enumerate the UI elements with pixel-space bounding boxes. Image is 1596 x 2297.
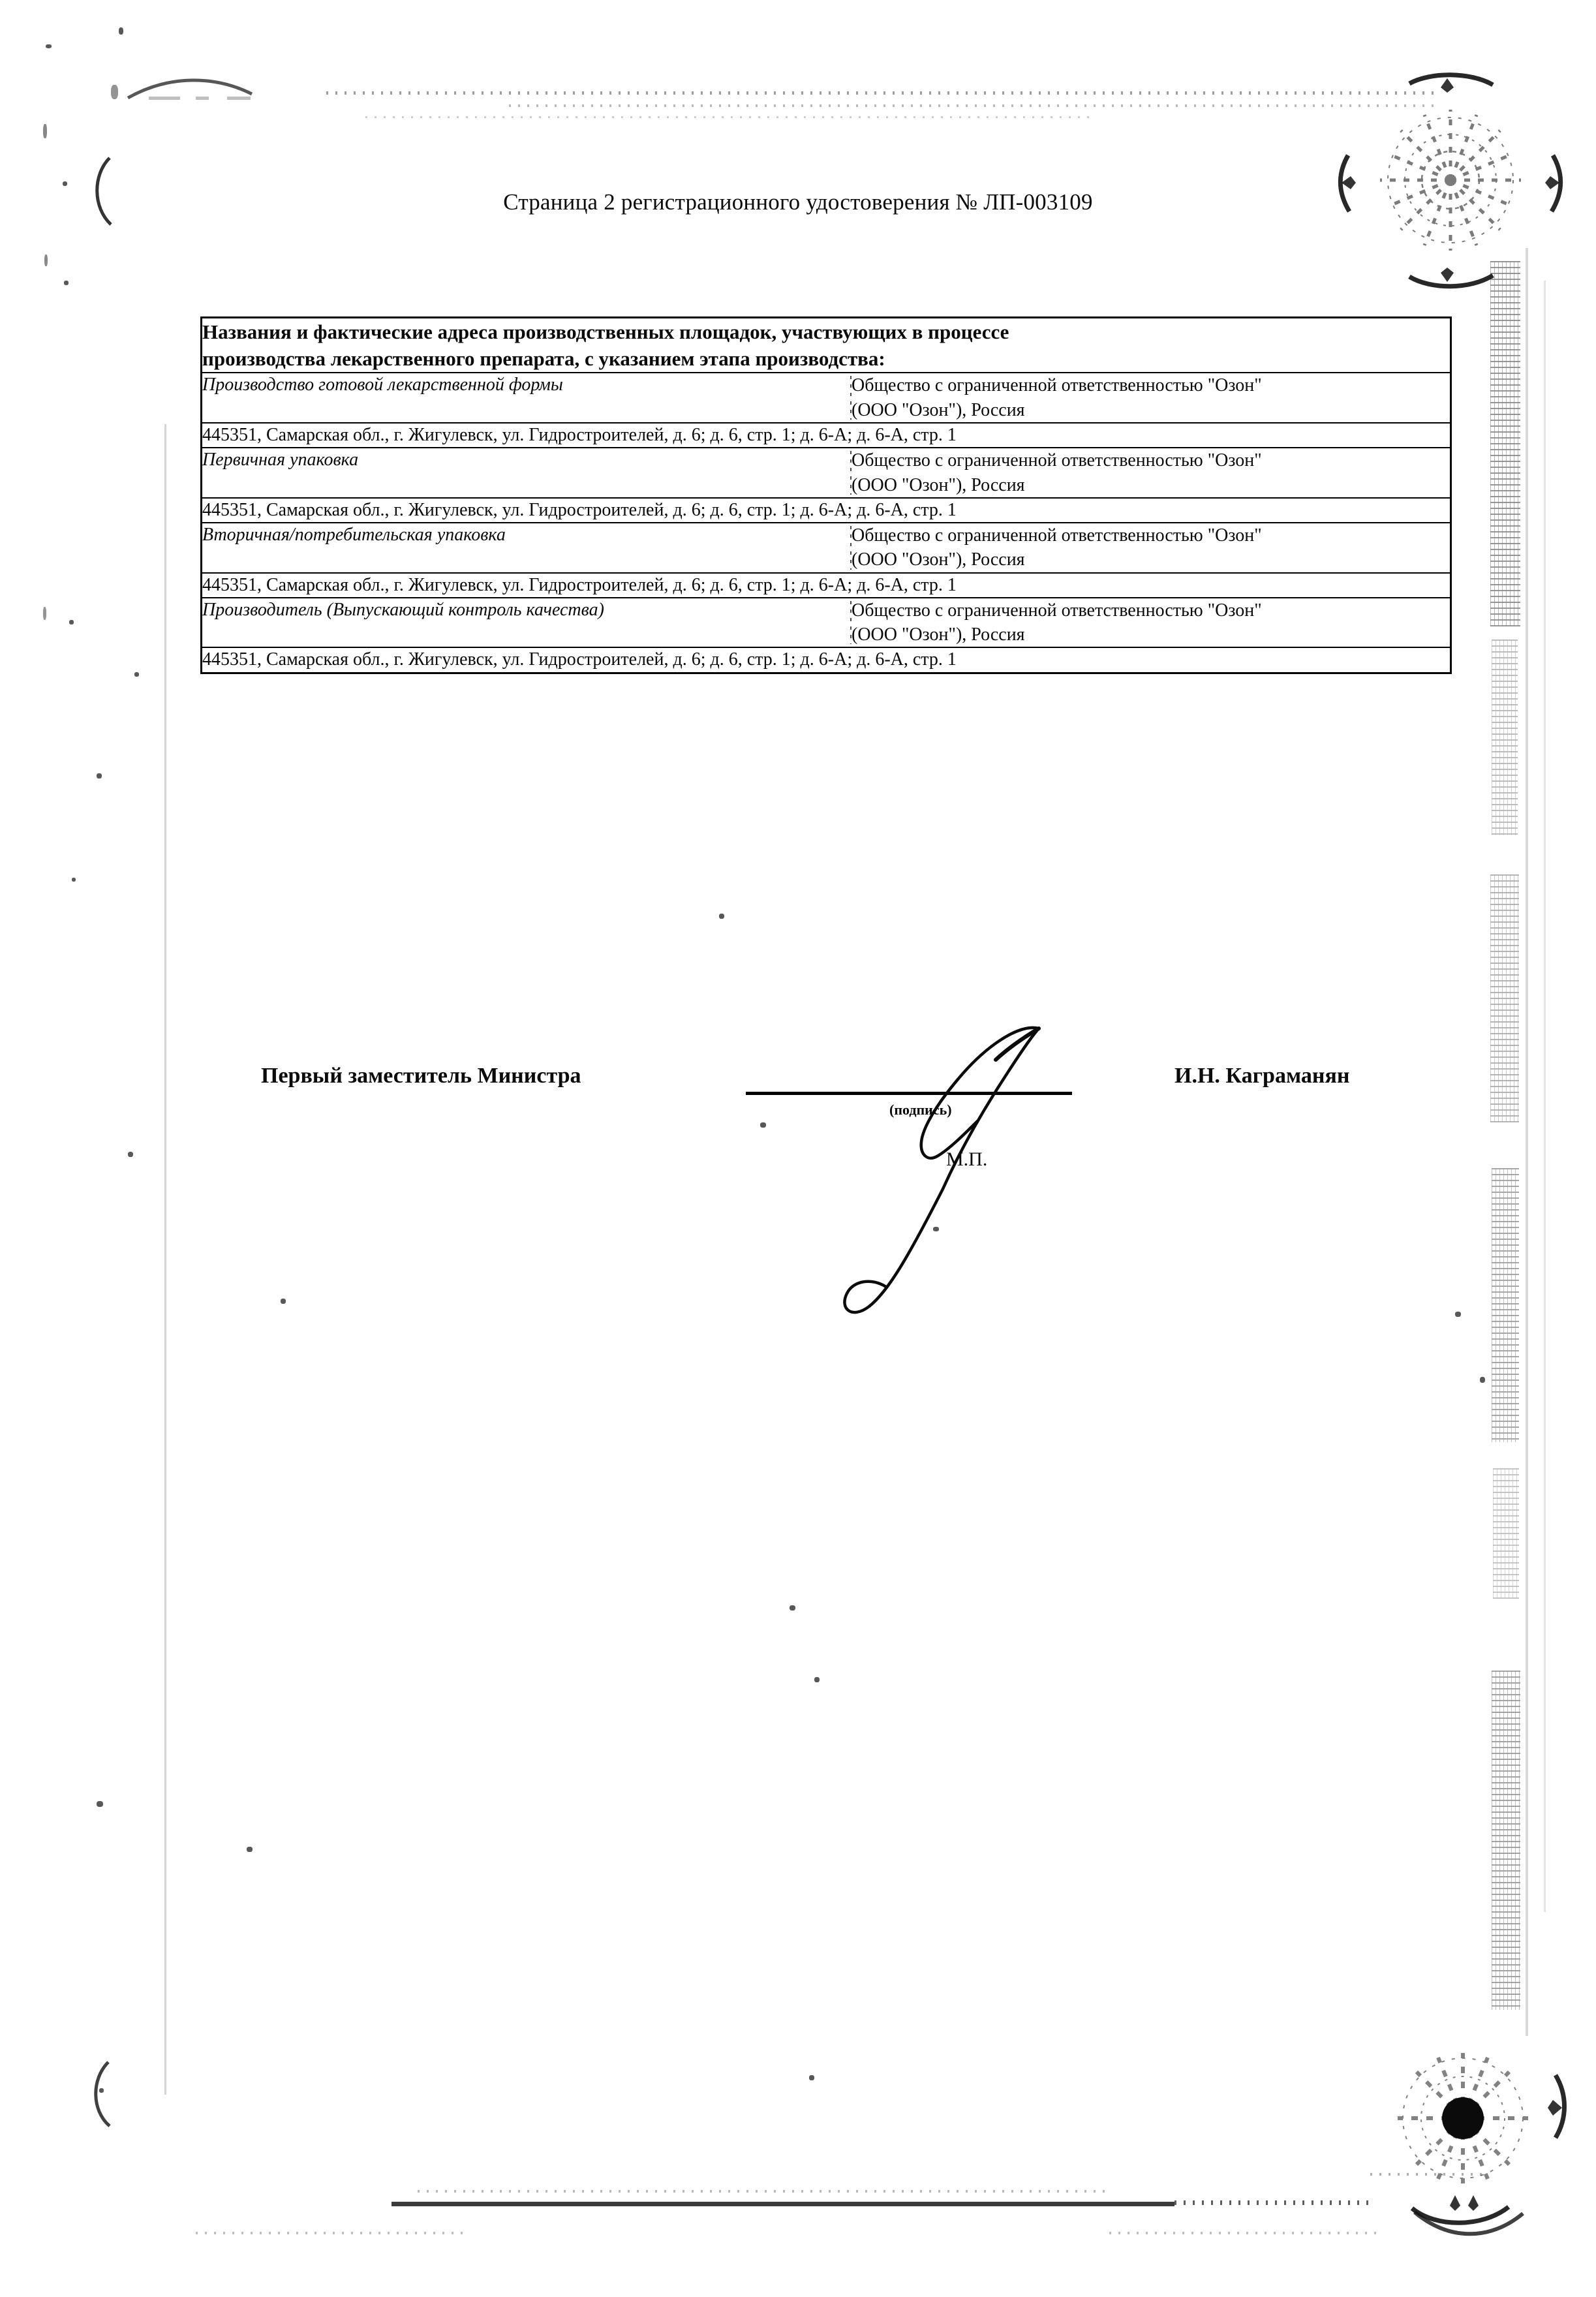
scan-artifact-top-band-2 [509,104,1435,107]
scan-speck [111,85,118,99]
scan-speck [814,1677,820,1682]
table-row [202,523,1451,572]
scan-artifact-bottom-band [1174,2200,1370,2205]
signer-role: Первый заместитель Министра [261,1064,581,1088]
organization-cell [852,448,1451,497]
seal-note: М.П. [946,1148,988,1170]
table-row [202,448,1451,497]
organization-line-1: Общество с ограниченной ответственностью "Озон" [852,450,1262,471]
handwritten-signature-icon [809,920,1083,1325]
scan-artifact-bottom-arc [1409,2206,1527,2245]
scan-speck [44,254,48,266]
address-cell: 445351, Самарская обл., г. Жигулевск, ул. Гидростроителей, д. 6; д. 6, стр. 1; д. 6-А; д. 6-А, стр. 1 [202,573,1451,598]
scan-speck [790,1605,795,1611]
signer-name: И.Н. Каграманян [1174,1064,1350,1088]
organization-cell [852,373,1451,422]
scan-speck [72,878,76,882]
scan-artifact-bottom-band-2 [418,2190,1109,2193]
scan-artifact-right-noise [1492,1671,1520,2010]
scan-artifact-bottom-band-4 [196,2232,470,2234]
organization-line-1: Общество с ограниченной ответственностью "Озон" [852,375,1262,396]
table-address-row [202,423,1451,448]
scan-artifact-right-noise [1490,261,1520,626]
organization-cell [852,598,1451,647]
scan-speck [809,2075,814,2080]
scan-speck [69,620,74,624]
holographic-seal-icon [1352,2002,1574,2237]
scan-speck [97,773,102,779]
seal-hub [1442,2097,1484,2139]
scan-speck [64,281,69,285]
table-address-row [202,573,1451,598]
scan-artifact-bottom-band-5 [1109,2232,1383,2234]
table-row [202,598,1451,647]
scan-artifact-bottom-band-3 [1370,2173,1488,2176]
signature-rule [746,1092,1072,1095]
scan-speck [43,607,46,620]
signature-caption: (подпись) [889,1102,952,1118]
stage-cell: Первичная упаковка [202,448,852,497]
scan-artifact-arc [124,72,254,104]
scan-artifact-top-band [326,91,1435,95]
scan-speck [134,672,139,677]
scan-speck [1480,1377,1485,1383]
organization-line-1: Общество с ограниченной ответственностью "Озон" [852,525,1262,546]
table-address-row [202,498,1451,523]
scan-artifact-right-noise [1492,640,1518,835]
signature-block [0,1044,1596,1318]
organization-line-1: Общество с ограниченной ответственностью "Озон" [852,600,1262,621]
stage-cell: Вторичная/потребительская упаковка [202,523,852,572]
address-cell: 445351, Самарская обл., г. Жигулевск, ул. Гидростроителей, д. 6; д. 6, стр. 1; д. 6-А; д. 6-А, стр. 1 [202,498,1451,523]
address-cell: 445351, Самарская обл., г. Жигулевск, ул. Гидростроителей, д. 6; д. 6, стр. 1; д. 6-А; д. 6-А, стр. 1 [202,423,1451,448]
organization-line-2: (ООО "Озон"), Россия [852,549,1025,570]
scan-speck [63,181,67,186]
organization-cell [852,523,1451,572]
table-address-row [202,647,1451,673]
organization-line-2: (ООО "Озон"), Россия [852,399,1025,420]
scan-speck [43,124,47,138]
scan-speck [97,1801,103,1807]
scan-speck [247,1847,253,1852]
stage-cell: Производитель (Выпускающий контроль качества) [202,598,852,647]
scan-artifact-right-noise [1493,1468,1519,1599]
scan-speck [719,914,724,919]
manufacturing-sites-table [200,316,1452,674]
scan-artifact-bottom-rule [391,2202,1174,2206]
address-cell: 445351, Самарская обл., г. Жигулевск, ул. Гидростроителей, д. 6; д. 6, стр. 1; д. 6-А; д. 6-А, стр. 1 [202,647,1451,673]
organization-line-2: (ООО "Озон"), Россия [852,624,1025,645]
stage-cell: Производство готовой лекарственной формы [202,373,852,422]
scan-artifact-top-band-3 [365,116,1096,118]
scan-speck [119,27,123,35]
table-header-line-1: Названия и фактические адреса производственных площадок, участвующих в процессе [202,320,1009,343]
table-header-row [202,318,1451,373]
table-header-line-2: производства лекарственного препарата, с указанием этапа производства: [202,347,885,371]
page-title: Страница 2 регистрационного удостоверения № ЛП-003109 [503,189,1093,215]
table-row [202,373,1451,422]
scan-speck [46,44,52,48]
table-header-cell [202,318,1451,373]
scan-artifact-curve-bottom [72,2056,130,2134]
organization-line-2: (ООО "Озон"), Россия [852,474,1025,495]
